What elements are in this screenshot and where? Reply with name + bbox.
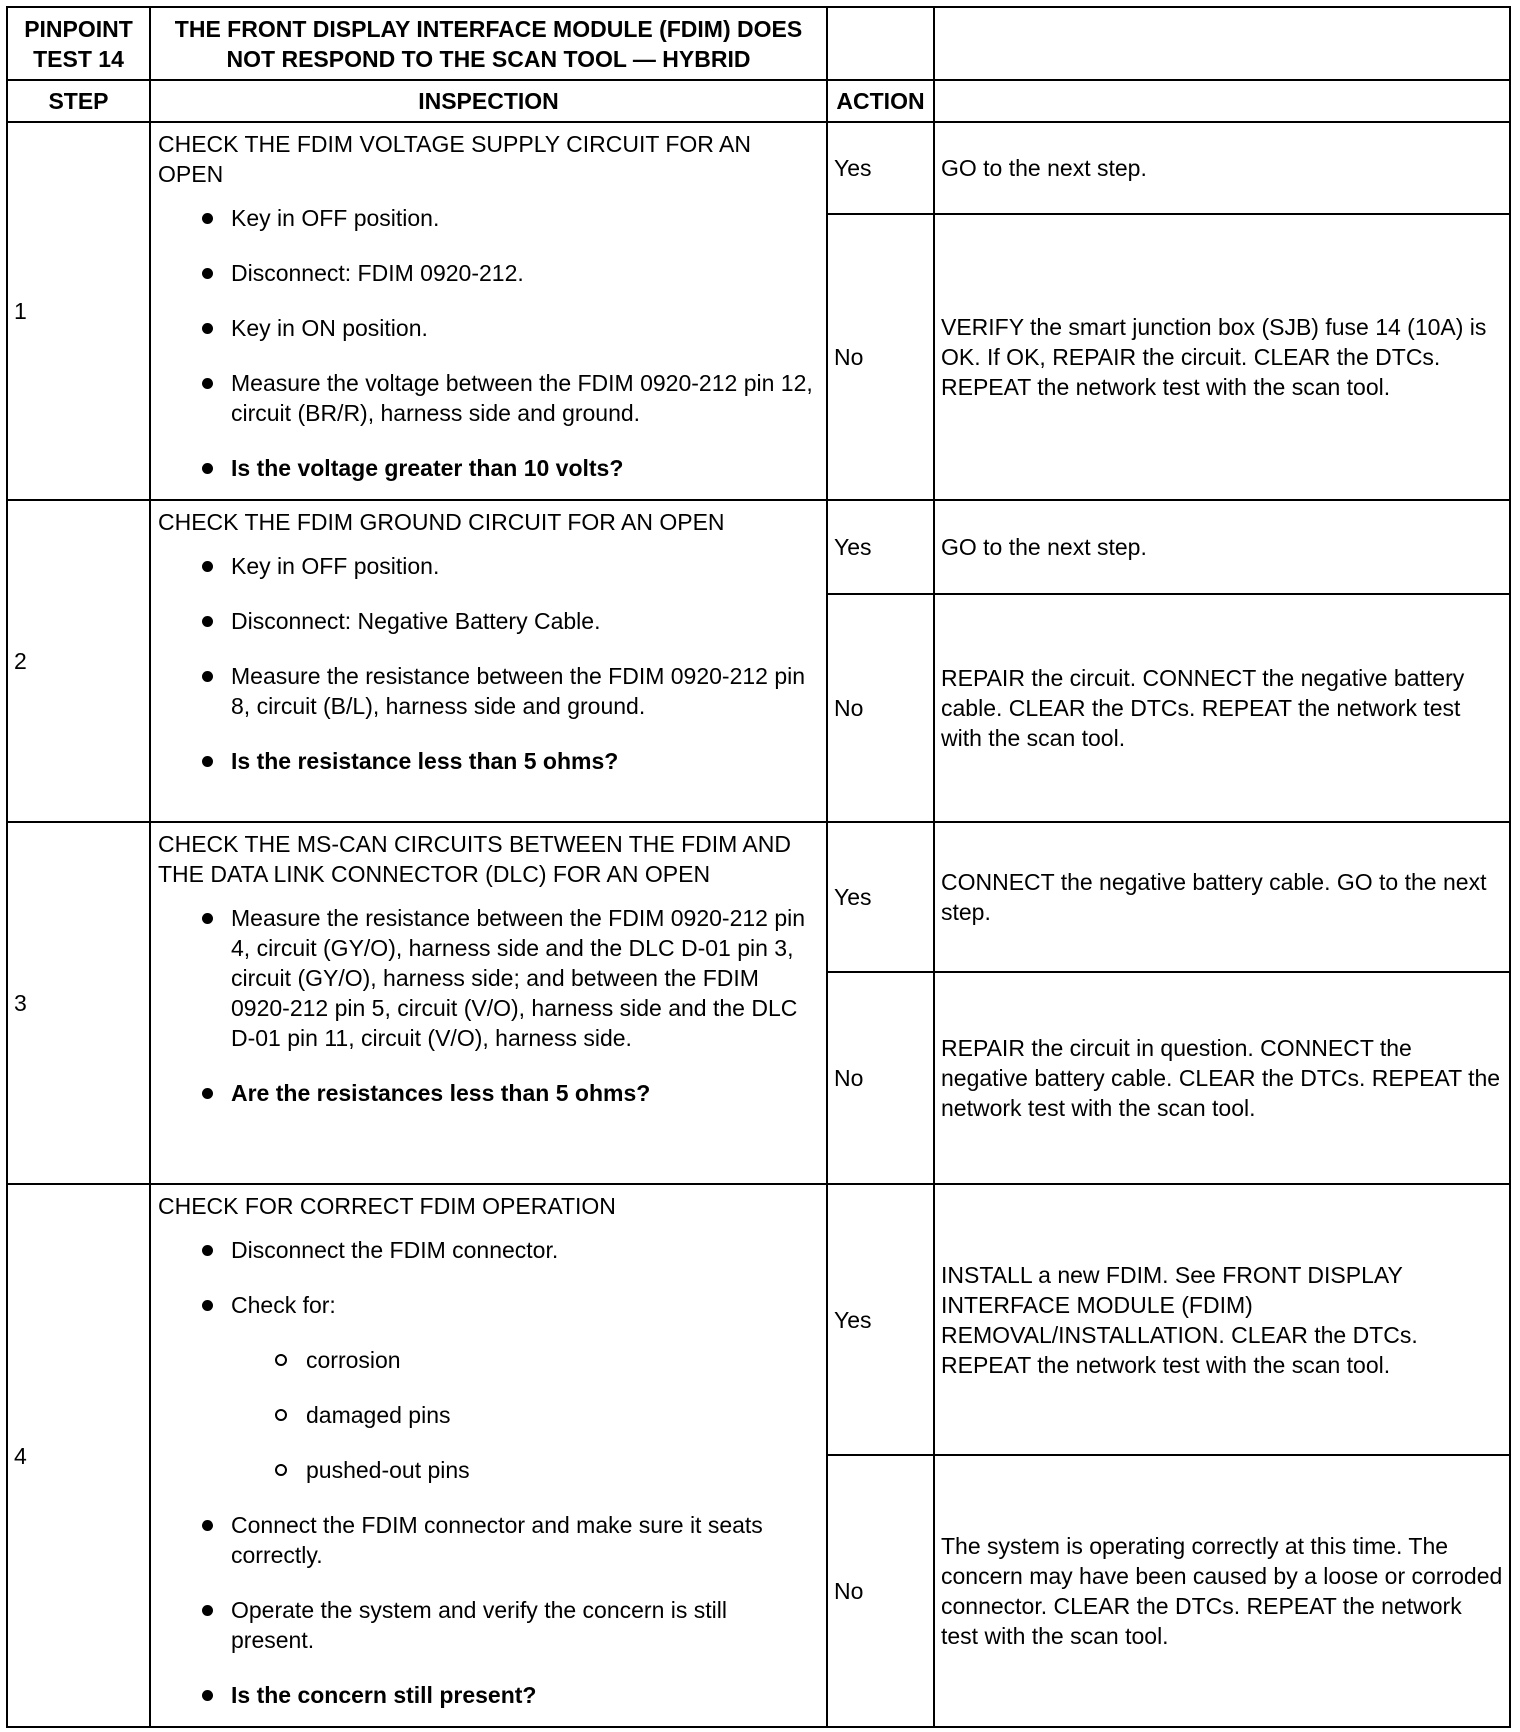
step-question: Are the resistances less than 5 ohms?	[158, 1078, 816, 1108]
title-blank-cell	[934, 7, 1510, 80]
step-number: 1	[7, 122, 150, 500]
answer-no: No	[827, 972, 934, 1184]
title-blank-cell	[827, 7, 934, 80]
bullet-list	[158, 1235, 816, 1710]
action-yes: GO to the next step.	[934, 500, 1510, 594]
check-item: damaged pins	[231, 1400, 816, 1430]
check-item: pushed-out pins	[231, 1455, 816, 1485]
action-no: REPAIR the circuit in question. CONNECT the negative battery cable. CLEAR the DTCs. REPEAT the network test with the scan tool.	[934, 972, 1510, 1184]
bullet-item: Connect the FDIM connector and make sure it seats correctly.	[158, 1510, 816, 1570]
action-yes: GO to the next step.	[934, 122, 1510, 214]
step-question: Is the concern still present?	[158, 1680, 816, 1710]
answer-no: No	[827, 594, 934, 822]
bullet-item-check	[158, 1290, 816, 1485]
test-id: PINPOINT TEST 14	[7, 7, 150, 80]
step-title: CHECK THE FDIM VOLTAGE SUPPLY CIRCUIT FOR AN OPEN	[158, 131, 751, 187]
bullet-item: Operate the system and verify the concern is still present.	[158, 1595, 816, 1655]
action-no: REPAIR the circuit. CONNECT the negative battery cable. CLEAR the DTCs. REPEAT the network test with the scan tool.	[934, 594, 1510, 822]
bullet-list	[158, 903, 816, 1108]
step-1-yes-row	[7, 122, 1510, 214]
bullet-list	[158, 203, 816, 483]
answer-yes: Yes	[827, 122, 934, 214]
title-row	[7, 7, 1510, 80]
step-4-yes-row	[7, 1184, 1510, 1455]
bullet-item: Key in ON position.	[158, 313, 816, 343]
bullet-list	[158, 551, 816, 776]
check-item: corrosion	[231, 1345, 816, 1375]
step-number: 3	[7, 822, 150, 1184]
bullet-item: Measure the resistance between the FDIM 0920-212 pin 4, circuit (GY/O), harness side and the DLC D-01 pin 3, circuit (GY/O), harness side; and between the FDIM 0920-212 pin 5, circuit (V/O), harness side and the DLC D-01 pin 11, circuit (V/O), harness side.	[158, 903, 816, 1053]
action-yes: CONNECT the negative battery cable. GO to the next step.	[934, 822, 1510, 972]
bullet-item: Disconnect the FDIM connector.	[158, 1235, 816, 1265]
column-header-action: ACTION	[827, 80, 934, 122]
step-title: CHECK THE MS-CAN CIRCUITS BETWEEN THE FDIM AND THE DATA LINK CONNECTOR (DLC) FOR AN OPEN	[158, 831, 791, 887]
action-no: VERIFY the smart junction box (SJB) fuse 14 (10A) is OK. If OK, REPAIR the circuit. CLEAR the DTCs. REPEAT the network test with the scan tool.	[934, 214, 1510, 500]
answer-yes: Yes	[827, 500, 934, 594]
bullet-item: Measure the resistance between the FDIM 0920-212 pin 8, circuit (B/L), harness side and ground.	[158, 661, 816, 721]
action-yes: INSTALL a new FDIM. See FRONT DISPLAY INTERFACE MODULE (FDIM) REMOVAL/INSTALLATION. CLEAR the DTCs. REPEAT the network test with the scan tool.	[934, 1184, 1510, 1455]
bullet-item: Measure the voltage between the FDIM 0920-212 pin 12, circuit (BR/R), harness side and ground.	[158, 368, 816, 428]
bullet-item: Disconnect: Negative Battery Cable.	[158, 606, 816, 636]
step-3-yes-row	[7, 822, 1510, 972]
bullet-item: Key in OFF position.	[158, 551, 816, 581]
step-title: CHECK THE FDIM GROUND CIRCUIT FOR AN OPEN	[158, 509, 725, 535]
step-inspection	[150, 1184, 827, 1727]
step-inspection	[150, 122, 827, 500]
pinpoint-test-table	[6, 6, 1511, 1728]
action-no: The system is operating correctly at this time. The concern may have been caused by a loose or corroded connector. CLEAR the DTCs. REPEAT the network test with the scan tool.	[934, 1455, 1510, 1727]
answer-no: No	[827, 1455, 934, 1727]
step-question: Is the voltage greater than 10 volts?	[158, 453, 816, 483]
step-2-yes-row	[7, 500, 1510, 594]
bullet-item-text: Check for:	[231, 1292, 336, 1318]
check-list	[231, 1345, 816, 1485]
test-title: THE FRONT DISPLAY INTERFACE MODULE (FDIM) DOES NOT RESPOND TO THE SCAN TOOL — HYBRID	[150, 7, 827, 80]
step-inspection	[150, 500, 827, 822]
column-header-blank	[934, 80, 1510, 122]
step-title: CHECK FOR CORRECT FDIM OPERATION	[158, 1193, 616, 1219]
step-question: Is the resistance less than 5 ohms?	[158, 746, 816, 776]
bullet-item: Key in OFF position.	[158, 203, 816, 233]
step-number: 2	[7, 500, 150, 822]
answer-no: No	[827, 214, 934, 500]
answer-yes: Yes	[827, 822, 934, 972]
column-header-row	[7, 80, 1510, 122]
answer-yes: Yes	[827, 1184, 934, 1455]
step-number: 4	[7, 1184, 150, 1727]
column-header-step: STEP	[7, 80, 150, 122]
step-inspection	[150, 822, 827, 1184]
bullet-item: Disconnect: FDIM 0920-212.	[158, 258, 816, 288]
column-header-inspection: INSPECTION	[150, 80, 827, 122]
